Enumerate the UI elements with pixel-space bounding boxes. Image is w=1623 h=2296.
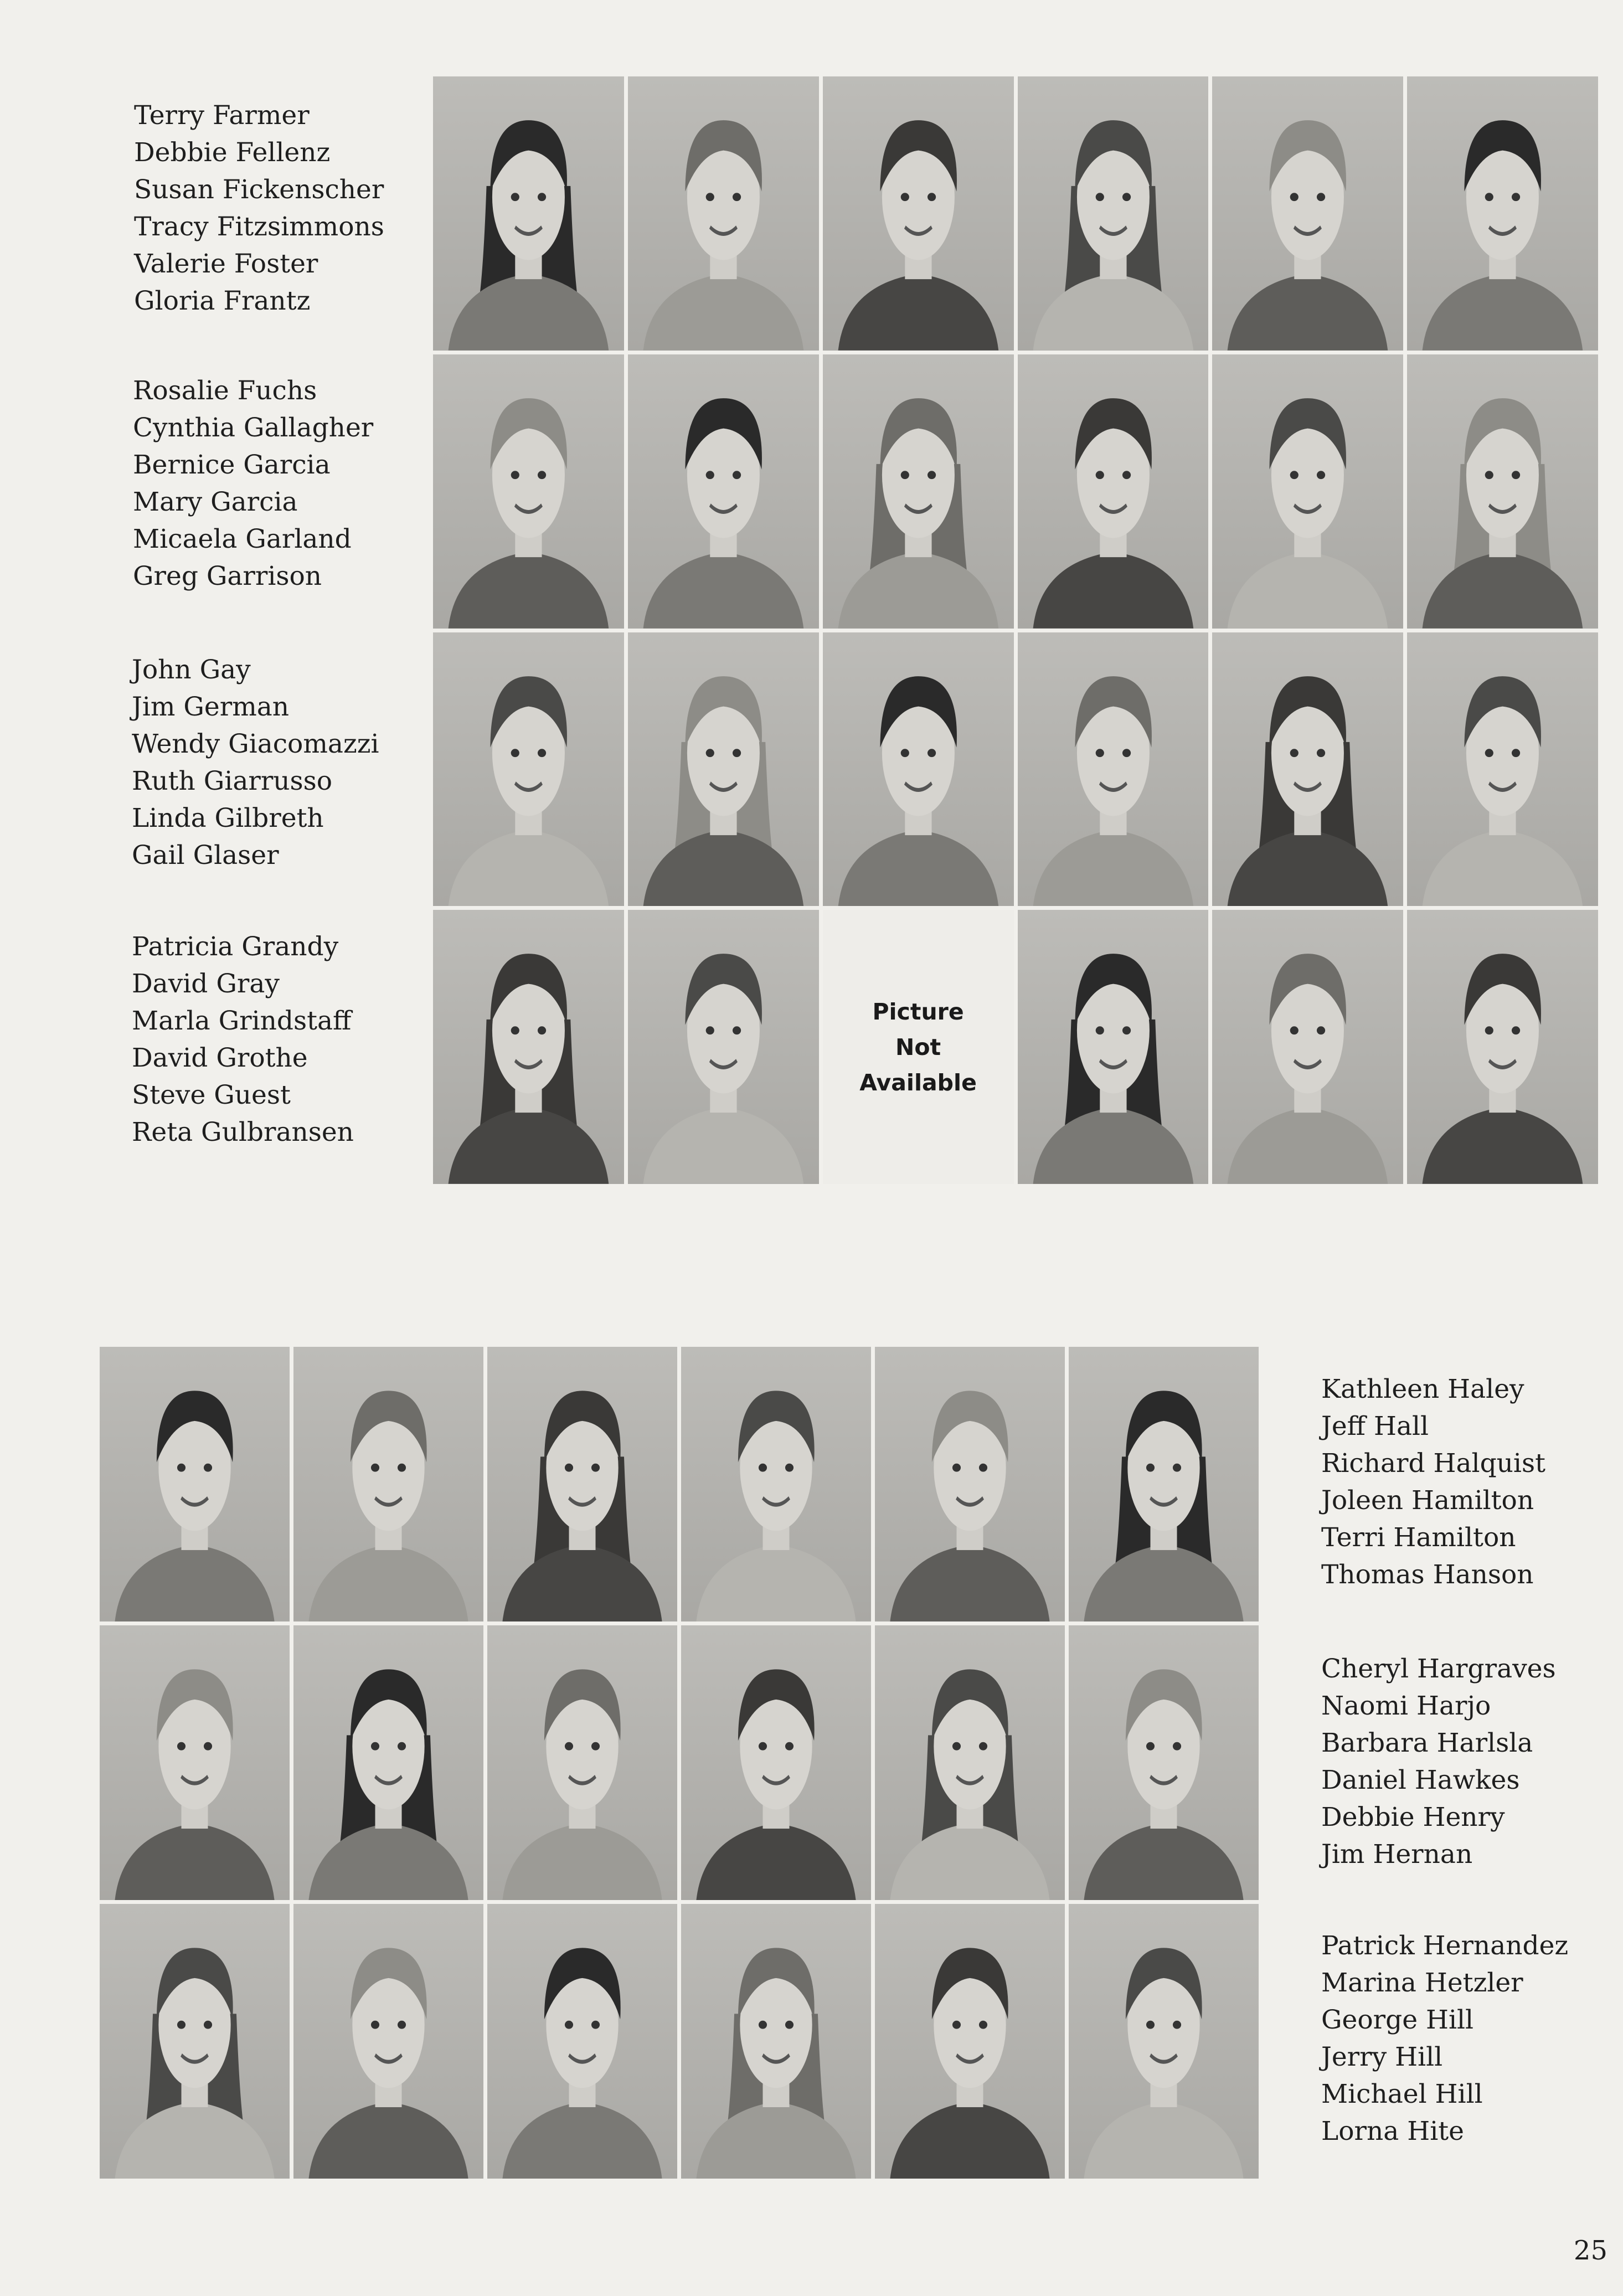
student-name: Richard Halquist	[1321, 1448, 1545, 1479]
student-name: Barbara Harlsla	[1321, 1728, 1533, 1758]
student-name: Micaela Garland	[133, 524, 352, 554]
student-portrait-photo	[293, 1904, 483, 2179]
student-name: Tracy Fitzsimmons	[134, 212, 384, 242]
student-name: Debbie Fellenz	[134, 137, 331, 168]
student-name: David Gray	[132, 969, 280, 999]
student-portrait-photo	[1212, 632, 1403, 907]
student-name: Debbie Henry	[1321, 1802, 1505, 1832]
student-portrait-photo	[1069, 1904, 1259, 2179]
name-list-group-5	[1321, 1371, 1545, 1593]
student-name: Wendy Giacomazzi	[132, 729, 379, 759]
student-name: Terri Hamilton	[1321, 1522, 1516, 1553]
student-portrait-photo	[100, 1347, 290, 1621]
student-name: John Gay	[132, 655, 251, 685]
student-name: Patricia Grandy	[132, 931, 339, 962]
student-portrait-photo	[1018, 632, 1209, 907]
student-portrait-photo	[823, 354, 1014, 629]
student-portrait-photo	[875, 1625, 1065, 1900]
student-portrait-photo	[433, 632, 624, 907]
picture-not-available-line: Not	[895, 1033, 941, 1061]
student-portrait-photo	[875, 1904, 1065, 2179]
student-portrait-photo	[1212, 910, 1403, 1184]
student-name: Thomas Hanson	[1321, 1559, 1534, 1590]
student-name: Rosalie Fuchs	[133, 375, 317, 406]
student-name: Gail Glaser	[132, 840, 279, 871]
student-portrait-photo	[681, 1904, 871, 2179]
student-name: Reta Gulbransen	[132, 1117, 354, 1147]
student-portrait-photo	[681, 1347, 871, 1621]
name-list-group-1	[134, 97, 384, 320]
picture-not-available-placeholder	[823, 910, 1014, 1184]
picture-not-available-line: Available	[859, 1069, 977, 1096]
student-portrait-photo	[487, 1347, 677, 1621]
student-name: Steve Guest	[132, 1080, 291, 1110]
student-portrait-photo	[628, 910, 819, 1184]
top-photo-grid	[433, 76, 1598, 1184]
bottom-photo-grid	[100, 1347, 1259, 2179]
student-name: Terry Farmer	[134, 100, 310, 131]
student-portrait-photo	[1018, 910, 1209, 1184]
student-name: Naomi Harjo	[1321, 1691, 1491, 1721]
picture-not-available-line: Picture	[872, 998, 964, 1025]
student-name: Jerry Hill	[1321, 2042, 1443, 2072]
student-portrait-photo	[433, 354, 624, 629]
student-portrait-photo	[100, 1904, 290, 2179]
student-portrait-photo	[1407, 632, 1598, 907]
student-portrait-photo	[433, 910, 624, 1184]
student-portrait-photo	[1018, 354, 1209, 629]
student-portrait-photo	[1407, 76, 1598, 351]
student-name: Greg Garrison	[133, 561, 322, 591]
student-portrait-photo	[875, 1347, 1065, 1621]
student-portrait-photo	[1069, 1347, 1259, 1621]
name-list-group-4	[132, 928, 354, 1151]
student-portrait-photo	[1212, 354, 1403, 629]
student-name: Bernice Garcia	[133, 450, 331, 480]
student-portrait-photo	[1407, 910, 1598, 1184]
student-portrait-photo	[293, 1347, 483, 1621]
page-number: 25	[1573, 2235, 1607, 2266]
student-name: Jim German	[132, 692, 290, 722]
student-portrait-photo	[1212, 76, 1403, 351]
name-list-group-6	[1321, 1650, 1556, 1873]
student-portrait-photo	[628, 632, 819, 907]
student-portrait-photo	[823, 76, 1014, 351]
student-portrait-photo	[823, 632, 1014, 907]
student-name: Jim Hernan	[1321, 1839, 1473, 1870]
name-list-group-7	[1321, 1927, 1568, 2150]
name-list-group-3	[132, 651, 379, 874]
student-name: Daniel Hawkes	[1321, 1765, 1520, 1795]
student-name: Gloria Frantz	[134, 286, 311, 316]
student-name: Susan Fickenscher	[134, 174, 384, 205]
student-name: David Grothe	[132, 1043, 308, 1073]
student-name: Jeff Hall	[1321, 1411, 1429, 1442]
student-name: Michael Hill	[1321, 2079, 1483, 2109]
picture-not-available-text	[859, 994, 977, 1100]
student-portrait-photo	[628, 354, 819, 629]
student-name: Valerie Foster	[134, 249, 318, 279]
student-name: Ruth Giarrusso	[132, 766, 333, 796]
student-name: Cynthia Gallagher	[133, 413, 374, 443]
student-portrait-photo	[433, 76, 624, 351]
student-portrait-photo	[293, 1625, 483, 1900]
student-name: Kathleen Haley	[1321, 1374, 1524, 1404]
student-portrait-photo	[1407, 354, 1598, 629]
student-portrait-photo	[681, 1625, 871, 1900]
student-name: Cheryl Hargraves	[1321, 1654, 1556, 1684]
name-list-group-2	[133, 372, 373, 595]
student-name: Marina Hetzler	[1321, 1968, 1523, 1998]
student-portrait-photo	[1018, 76, 1209, 351]
student-name: George Hill	[1321, 2005, 1474, 2035]
student-portrait-photo	[487, 1904, 677, 2179]
student-name: Patrick Hernandez	[1321, 1931, 1569, 1961]
student-name: Marla Grindstaff	[132, 1006, 352, 1036]
student-portrait-photo	[487, 1625, 677, 1900]
student-portrait-photo	[100, 1625, 290, 1900]
student-portrait-photo	[628, 76, 819, 351]
student-name: Linda Gilbreth	[132, 803, 324, 833]
student-name: Mary Garcia	[133, 487, 298, 517]
student-portrait-photo	[1069, 1625, 1259, 1900]
student-name: Lorna Hite	[1321, 2116, 1464, 2146]
student-name: Joleen Hamilton	[1321, 1485, 1534, 1516]
